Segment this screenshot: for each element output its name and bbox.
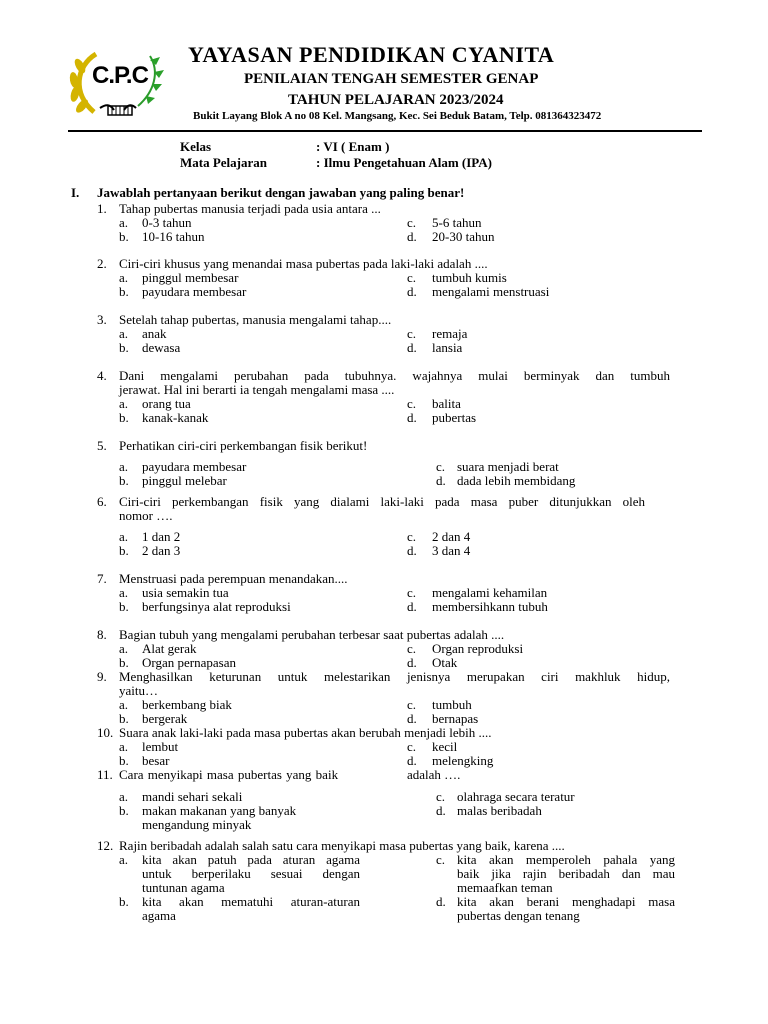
question-text-line-2: nomor …. — [119, 508, 173, 523]
option-d: lansia — [432, 340, 463, 355]
option-b: 10-16 tahun — [142, 229, 205, 244]
question-number: 2. — [97, 256, 107, 271]
option-letter: d. — [407, 229, 417, 244]
option-d: Otak — [432, 655, 458, 670]
option-letter: b. — [119, 803, 129, 818]
option-b: besar — [142, 753, 170, 768]
option-letter: c. — [436, 789, 446, 804]
option-a: berkembang biak — [142, 697, 232, 712]
class-value: : VI ( Enam ) — [316, 139, 390, 154]
option-a: Alat gerak — [142, 641, 197, 656]
option-letter: a. — [119, 270, 129, 285]
option-a: mandi sehari sekali — [142, 789, 243, 804]
option-c-line-2: baik jika rajin beribadah dan mau — [457, 866, 675, 881]
option-letter: c. — [407, 697, 417, 712]
question-number: 3. — [97, 312, 107, 327]
option-a: lembut — [142, 739, 179, 754]
school-year: TAHUN PELAJARAN 2023/2024 — [288, 92, 504, 108]
option-c: olahraga secara teratur — [457, 789, 575, 804]
option-letter: b. — [119, 340, 129, 355]
question-text: Menstruasi pada perempuan menandakan.... — [119, 571, 348, 586]
section-number: I. — [71, 185, 80, 200]
option-b: pinggul melebar — [142, 473, 227, 488]
option-letter: a. — [119, 326, 129, 341]
option-letter: b. — [119, 894, 129, 909]
option-c: 2 dan 4 — [432, 529, 471, 544]
option-letter: b. — [119, 473, 129, 488]
question-text-line-2: yaitu… — [119, 683, 158, 698]
question-text-line-1: Menghasilkan keturunan untuk melestarikan jenisnya merupakan ciri makhluk hidup, — [119, 669, 670, 684]
option-letter: c. — [407, 641, 417, 656]
option-letter: a. — [119, 697, 129, 712]
option-letter: c. — [407, 326, 417, 341]
question-number: 6. — [97, 494, 107, 509]
question-text: Bagian tubuh yang mengalami perubahan terbesar saat pubertas adalah .... — [119, 627, 505, 642]
option-b: berfungsinya alat reproduksi — [142, 599, 291, 614]
question-number: 5. — [97, 438, 107, 453]
question-text: Rajin beribadah adalah salah satu cara menyikapi masa pubertas yang baik, karena .... — [119, 838, 565, 853]
question-text: Setelah tahap pubertas, manusia mengalami tahap.... — [119, 312, 392, 327]
option-c: Organ reproduksi — [432, 641, 524, 656]
option-b: payudara membesar — [142, 284, 247, 299]
question-text-line-2: jerawat. Hal ini berarti ia tengah mengalami masa .... — [119, 382, 395, 397]
question-number: 9. — [97, 669, 107, 684]
option-d-line-1: kita akan berani menghadapi masa — [457, 894, 675, 909]
option-letter: a. — [119, 739, 129, 754]
question-text: Suara anak laki-laki pada masa pubertas akan berubah menjadi lebih .... — [119, 725, 492, 740]
option-c: mengalami kehamilan — [432, 585, 548, 600]
question-number: 7. — [97, 571, 107, 586]
option-letter: a. — [119, 641, 129, 656]
option-c: tumbuh — [432, 697, 472, 712]
option-letter: d. — [407, 284, 417, 299]
option-b: dewasa — [142, 340, 181, 355]
option-c: remaja — [432, 326, 468, 341]
option-letter: c. — [407, 585, 417, 600]
option-b-line-1: kita akan mematuhi aturan-aturan — [142, 894, 360, 909]
option-letter: a. — [119, 789, 129, 804]
question-number: 4. — [97, 368, 107, 383]
option-c: tumbuh kumis — [432, 270, 507, 285]
question-text: Ciri-ciri khusus yang menandai masa pubertas pada laki-laki adalah .... — [119, 256, 488, 271]
option-letter: a. — [119, 585, 129, 600]
option-c-line-1: kita akan memperoleh pahala yang — [457, 852, 675, 867]
option-letter: b. — [119, 711, 129, 726]
option-letter: d. — [407, 599, 417, 614]
option-letter: d. — [407, 711, 417, 726]
option-d: 3 dan 4 — [432, 543, 471, 558]
option-d: 20-30 tahun — [432, 229, 495, 244]
option-letter: c. — [407, 529, 417, 544]
school-address: Bukit Layang Blok A no 08 Kel. Mangsang, Kec. Sei Beduk Batam, Telp. 081364323472 — [193, 110, 602, 122]
option-c: suara menjadi berat — [457, 459, 559, 474]
logo-text: C.P.C — [92, 62, 148, 89]
question-number: 1. — [97, 201, 107, 216]
option-b: Organ pernapasan — [142, 655, 236, 670]
option-letter: a. — [119, 529, 129, 544]
option-a: usia semakin tua — [142, 585, 229, 600]
option-letter: d. — [407, 543, 417, 558]
question-text: Perhatikan ciri-ciri perkembangan fisik berikut! — [119, 438, 368, 453]
option-letter: b. — [119, 410, 129, 425]
option-d: malas beribadah — [457, 803, 542, 818]
option-c-line-3: memaafkan teman — [457, 880, 553, 895]
option-letter: b. — [119, 655, 129, 670]
question-number: 12. — [97, 838, 114, 853]
option-letter: d. — [436, 803, 446, 818]
option-b-line-2: mengandung minyak — [142, 817, 252, 832]
option-a-line-2: untuk berperilaku sesuai dengan — [142, 866, 360, 881]
header-divider — [68, 130, 702, 132]
option-d: membersihkann tubuh — [432, 599, 548, 614]
foundation-name: YAYASAN PENDIDIKAN CYANITA — [188, 42, 555, 67]
option-b-line-2: agama — [142, 908, 176, 923]
option-b: bergerak — [142, 711, 188, 726]
option-c: 5-6 tahun — [432, 215, 482, 230]
question-text: Cara menyikapi masa pubertas yang baik — [119, 767, 339, 782]
option-letter: c. — [436, 852, 446, 867]
option-c: balita — [432, 396, 461, 411]
section-title: Jawablah pertanyaan berikut dengan jawaban yang paling benar! — [97, 185, 465, 200]
option-letter: b. — [119, 753, 129, 768]
option-a: 1 dan 2 — [142, 529, 181, 544]
option-d: dada lebih membidang — [457, 473, 576, 488]
option-letter: c. — [407, 270, 417, 285]
option-d: pubertas — [432, 410, 477, 425]
option-letter: c. — [407, 739, 417, 754]
option-letter: b. — [119, 229, 129, 244]
option-letter: d. — [436, 473, 446, 488]
option-letter: a. — [119, 459, 129, 474]
option-letter: d. — [436, 894, 446, 909]
option-letter: d. — [407, 340, 417, 355]
option-a: payudara membesar — [142, 459, 247, 474]
option-letter: c. — [407, 396, 417, 411]
class-label: Kelas — [180, 139, 212, 154]
question-number: 8. — [97, 627, 107, 642]
option-d-line-2: pubertas dengan tenang — [457, 908, 580, 923]
option-letter: c. — [407, 215, 417, 230]
option-letter: a. — [119, 215, 129, 230]
logo — [66, 46, 170, 122]
option-a-line-1: kita akan patuh pada aturan agama — [142, 852, 360, 867]
option-a: pinggul membesar — [142, 270, 239, 285]
exam-title: PENILAIAN TENGAH SEMESTER GENAP — [244, 71, 539, 87]
option-letter: d. — [407, 655, 417, 670]
question-text-line-1: Ciri-ciri perkembangan fisik yang dialami laki-laki pada masa puber ditunjukkan oleh — [119, 494, 645, 509]
option-a: orang tua — [142, 396, 191, 411]
option-a: 0-3 tahun — [142, 215, 192, 230]
option-letter: d. — [407, 753, 417, 768]
option-d: melengking — [432, 753, 494, 768]
option-letter: a. — [119, 852, 129, 867]
question-text-tail: adalah …. — [407, 767, 461, 782]
option-letter: b. — [119, 599, 129, 614]
option-a-line-3: tuntunan agama — [142, 880, 225, 895]
option-a: anak — [142, 326, 167, 341]
option-letter: b. — [119, 543, 129, 558]
question-number: 11. — [97, 767, 113, 782]
option-letter: d. — [407, 410, 417, 425]
option-b: kanak-kanak — [142, 410, 209, 425]
question-text-line-1: Dani mengalami perubahan pada tubuhnya. wajahnya mulai berminyak dan tumbuh — [119, 368, 670, 383]
question-text: Tahap pubertas manusia terjadi pada usia antara ... — [119, 201, 381, 216]
option-b: 2 dan 3 — [142, 543, 181, 558]
question-number: 10. — [97, 725, 114, 740]
subject-label: Mata Pelajaran — [180, 155, 268, 170]
option-letter: a. — [119, 396, 129, 411]
option-letter: c. — [436, 459, 446, 474]
option-letter: b. — [119, 284, 129, 299]
option-d: mengalami menstruasi — [432, 284, 550, 299]
option-b-line-1: makan makanan yang banyak — [142, 803, 297, 818]
option-c: kecil — [432, 739, 458, 754]
option-d: bernapas — [432, 711, 479, 726]
subject-value: : Ilmu Pengetahuan Alam (IPA) — [316, 155, 492, 170]
